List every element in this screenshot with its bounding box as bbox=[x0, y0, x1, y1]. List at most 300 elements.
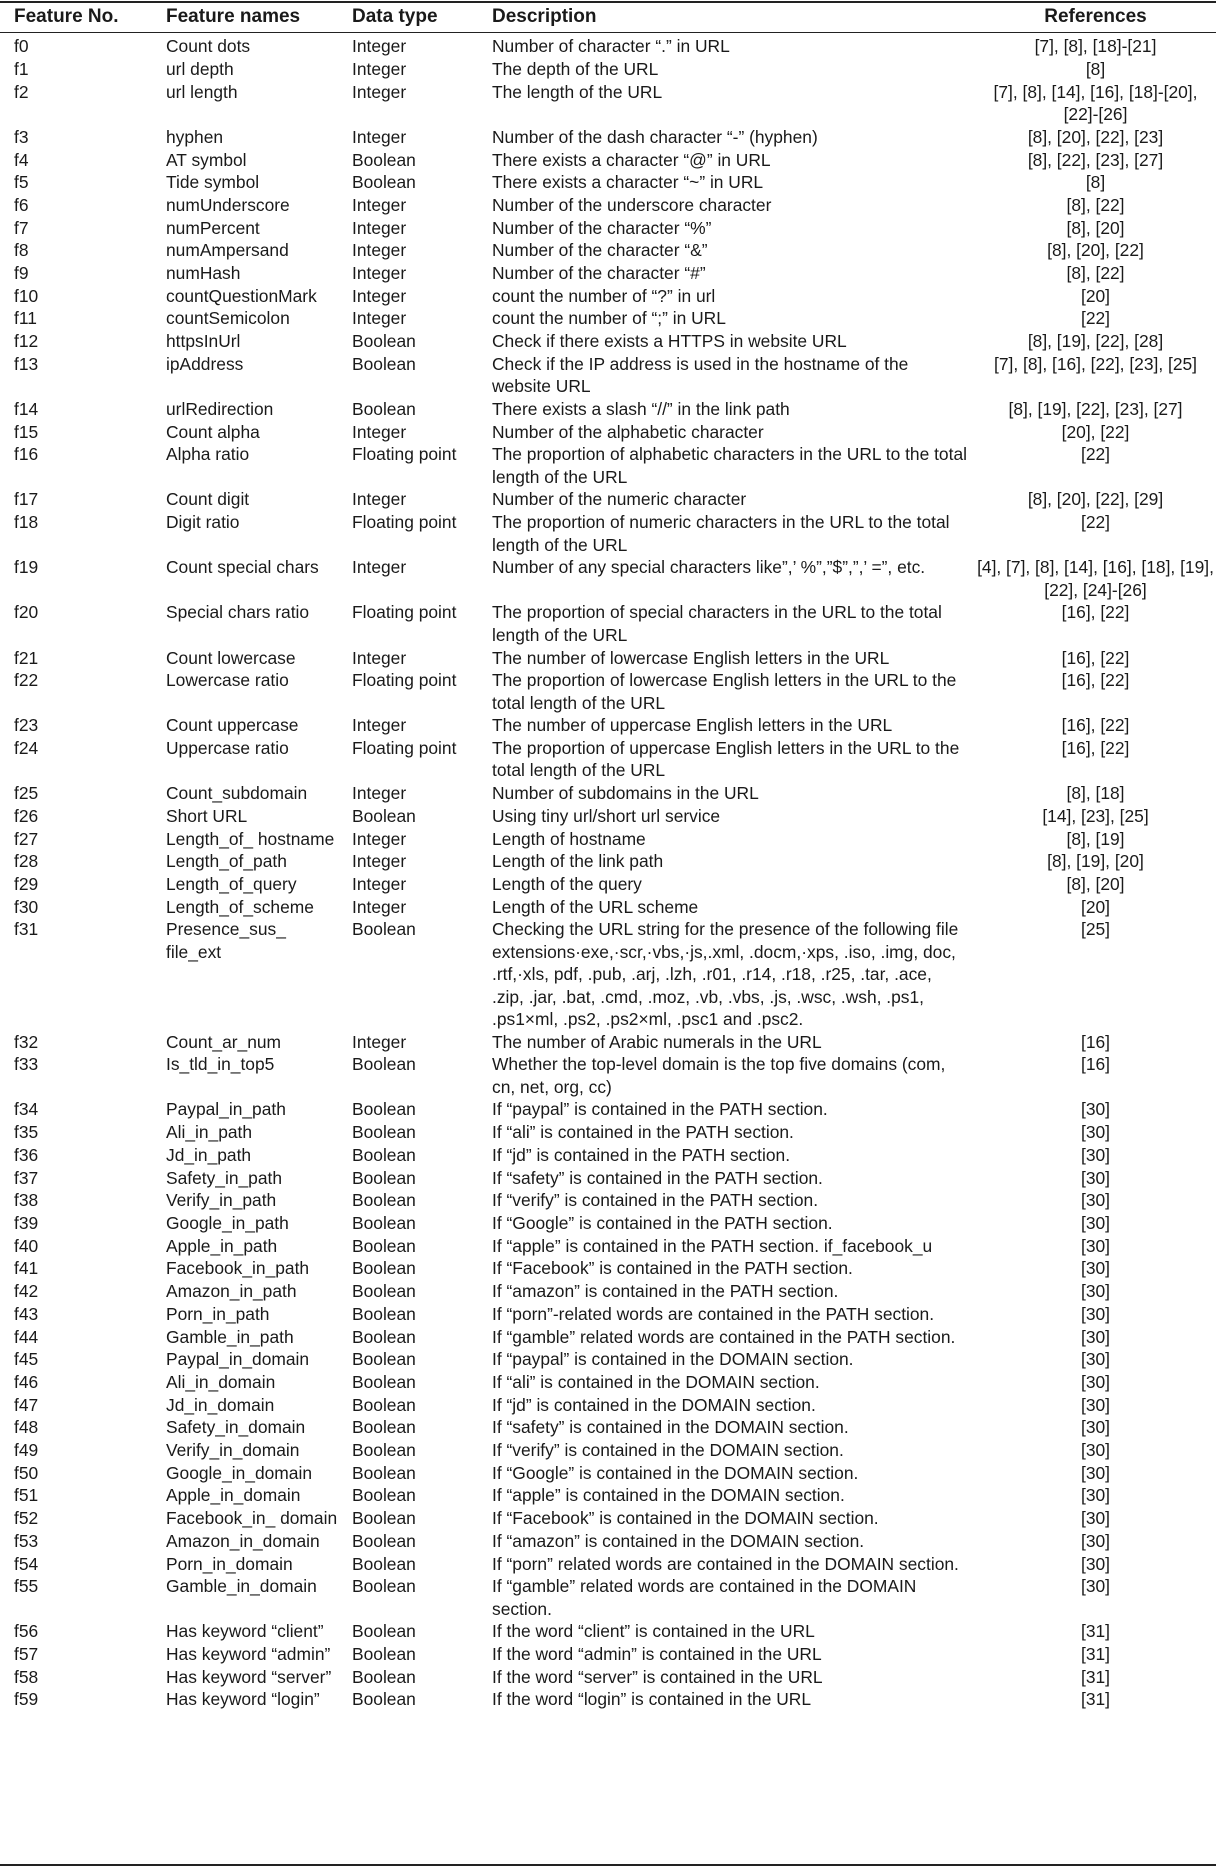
feature-name-cell: Uppercase ratio bbox=[166, 738, 289, 759]
feature-name-cell: Safety_in_path bbox=[166, 1167, 283, 1188]
references-cell: [31] bbox=[1080, 1689, 1110, 1710]
feature-name-cell: Verify_in_domain bbox=[166, 1440, 300, 1461]
feature-name-cell: Special chars ratio bbox=[166, 602, 310, 623]
references-cell: [30] bbox=[1080, 1462, 1110, 1483]
feature-no-cell: f32 bbox=[14, 1031, 39, 1052]
feature-no-cell: f14 bbox=[14, 398, 39, 419]
table-row bbox=[0, 1189, 1216, 1212]
feature-name-cell: Jd_in_domain bbox=[166, 1394, 275, 1415]
feature-no-cell: f51 bbox=[14, 1485, 39, 1506]
feature-name-cell: Short URL bbox=[166, 805, 248, 826]
description-cell: If “amazon” is contained in the DOMAIN section. bbox=[492, 1530, 865, 1551]
description-cell: count the number of “?” in url bbox=[492, 285, 716, 306]
table-row bbox=[0, 714, 1216, 737]
feature-name-cell: Length_of_scheme bbox=[166, 896, 314, 917]
feature-name-cell: Lowercase ratio bbox=[166, 670, 289, 691]
references-cell: [7], [8], [16], [22], [23], [25] bbox=[993, 353, 1197, 374]
table-row bbox=[0, 601, 1216, 646]
references-cell: [8], [19], [22], [23], [27] bbox=[1008, 398, 1183, 419]
description-cell: If “safety” is contained in the PATH section. bbox=[492, 1167, 823, 1188]
table-row bbox=[0, 194, 1216, 217]
references-cell: [30] bbox=[1080, 1213, 1110, 1233]
description-cell: If “paypal” is contained in the PATH section. bbox=[492, 1099, 828, 1120]
description-cell: If “porn” related words are contained in the DOMAIN section. bbox=[492, 1553, 959, 1574]
data-type-cell: Boolean bbox=[352, 1235, 416, 1256]
feature-no-cell: f4 bbox=[14, 149, 29, 170]
feature-name-cell: Tide symbol bbox=[166, 172, 260, 193]
references-cell: [8], [20] bbox=[1066, 873, 1125, 894]
table-row bbox=[0, 1371, 1216, 1394]
data-type-cell: Boolean bbox=[352, 1530, 416, 1551]
feature-no-cell: f3 bbox=[14, 126, 29, 147]
data-type-cell: Integer bbox=[352, 1031, 407, 1052]
table-row bbox=[0, 262, 1216, 285]
data-type-cell: Boolean bbox=[352, 1213, 416, 1233]
feature-name-cell: Digit ratio bbox=[166, 512, 240, 533]
references-cell: [16], [22] bbox=[1061, 602, 1130, 623]
references-cell: [30] bbox=[1080, 1258, 1110, 1279]
references-cell: [8], [20], [22] bbox=[1047, 240, 1144, 261]
feature-name-cell: Has keyword “admin” bbox=[166, 1644, 331, 1665]
references-cell: [30] bbox=[1080, 1371, 1110, 1392]
feature-no-cell: f45 bbox=[14, 1349, 39, 1370]
references-cell: [30] bbox=[1080, 1440, 1110, 1461]
table-row bbox=[0, 1121, 1216, 1144]
data-type-cell: Boolean bbox=[352, 805, 416, 826]
feature-no-cell: f8 bbox=[14, 240, 29, 261]
description-cell: If “paypal” is contained in the DOMAIN section. bbox=[492, 1349, 854, 1370]
data-type-cell: Boolean bbox=[352, 1462, 416, 1483]
feature-no-cell: f5 bbox=[14, 172, 29, 193]
data-type-cell: Boolean bbox=[352, 172, 416, 193]
table-row bbox=[0, 285, 1216, 308]
header-feature-names: Feature names bbox=[166, 6, 301, 27]
description-cell: The number of lowercase English letters in the URL bbox=[492, 647, 890, 668]
feature-name-cell: Ali_in_path bbox=[166, 1122, 253, 1143]
table-row bbox=[0, 1439, 1216, 1462]
header-feature-no: Feature No. bbox=[14, 6, 119, 27]
table-row bbox=[0, 896, 1216, 919]
feature-no-cell: f31 bbox=[14, 919, 39, 940]
feature-no-cell: f55 bbox=[14, 1576, 39, 1597]
references-cell: [30] bbox=[1080, 1190, 1110, 1211]
description-cell: If “jd” is contained in the PATH section. bbox=[492, 1144, 791, 1165]
feature-no-cell: f9 bbox=[14, 263, 29, 284]
description-cell: If “apple” is contained in the PATH section. if_facebook_u bbox=[492, 1235, 933, 1256]
references-cell: [8], [18] bbox=[1066, 783, 1125, 804]
description-cell: There exists a slash “//” in the link path bbox=[492, 398, 790, 419]
references-cell: [20] bbox=[1080, 285, 1110, 306]
feature-name-cell: countQuestionMark bbox=[166, 285, 317, 306]
feature-name-cell: Count alpha bbox=[166, 421, 260, 442]
data-type-cell: Integer bbox=[352, 715, 407, 736]
references-cell: [8], [19], [22], [28] bbox=[1027, 331, 1164, 352]
description-cell: The number of uppercase English letters in the URL bbox=[492, 715, 893, 736]
feature-no-cell: f46 bbox=[14, 1371, 39, 1392]
description-cell: Length of the link path bbox=[492, 851, 664, 872]
data-type-cell: Integer bbox=[352, 873, 407, 894]
description-cell: If “verify” is contained in the DOMAIN section. bbox=[492, 1440, 844, 1461]
description-cell: The length of the URL bbox=[492, 81, 663, 102]
references-cell: [30] bbox=[1080, 1122, 1110, 1143]
feature-name-cell: Is_tld_in_top5 bbox=[166, 1054, 275, 1075]
table-row bbox=[0, 647, 1216, 670]
description-cell: There exists a character “~” in URL bbox=[492, 172, 764, 193]
feature-no-cell: f36 bbox=[14, 1144, 39, 1165]
description-cell: If “Facebook” is contained in the DOMAIN section. bbox=[492, 1508, 879, 1529]
table-row bbox=[0, 1620, 1216, 1643]
references-cell: [25] bbox=[1080, 919, 1110, 940]
references-cell: [8] bbox=[1085, 172, 1106, 193]
references-cell: [31] bbox=[1080, 1666, 1110, 1687]
references-cell: [30] bbox=[1080, 1485, 1110, 1506]
data-type-cell: Boolean bbox=[352, 1326, 416, 1347]
data-type-cell: Boolean bbox=[352, 1054, 416, 1075]
feature-name-cell: ipAddress bbox=[166, 353, 244, 374]
references-cell: [8], [20] bbox=[1066, 217, 1125, 238]
references-cell: [30] bbox=[1080, 1349, 1110, 1370]
table-row bbox=[0, 1303, 1216, 1326]
references-cell: [31] bbox=[1080, 1621, 1110, 1642]
feature-no-cell: f50 bbox=[14, 1462, 39, 1483]
data-type-cell: Integer bbox=[352, 828, 407, 849]
description-cell: Number of any special characters like”,’ %”,”$”,”,’ =”, etc. bbox=[492, 557, 926, 578]
feature-name-cell: numHash bbox=[166, 263, 241, 284]
feature-name-cell: Length_of_ hostname bbox=[166, 828, 335, 849]
description-cell: If “Google” is contained in the DOMAIN section. bbox=[492, 1462, 859, 1483]
references-cell: [30] bbox=[1080, 1394, 1110, 1415]
description-cell: Number of the character “%” bbox=[492, 217, 712, 238]
feature-no-cell: f37 bbox=[14, 1167, 39, 1188]
data-type-cell: Boolean bbox=[352, 1621, 416, 1642]
data-type-cell: Integer bbox=[352, 59, 407, 79]
description-cell: The proportion of uppercase English letters in the URL to the total length of the URL bbox=[492, 738, 960, 781]
feature-name-cell: Paypal_in_path bbox=[166, 1099, 286, 1120]
table-row bbox=[0, 1326, 1216, 1349]
feature-table bbox=[0, 3, 1216, 1711]
data-type-cell: Integer bbox=[352, 240, 407, 261]
feature-name-cell: Has keyword “login” bbox=[166, 1689, 320, 1710]
description-cell: Number of the underscore character bbox=[492, 194, 772, 215]
header-description: Description bbox=[492, 6, 597, 27]
feature-name-cell: Gamble_in_path bbox=[166, 1326, 294, 1347]
feature-no-cell: f7 bbox=[14, 217, 29, 238]
data-type-cell: Boolean bbox=[352, 149, 416, 170]
description-cell: There exists a character “@” in URL bbox=[492, 149, 771, 170]
feature-no-cell: f13 bbox=[14, 353, 39, 374]
feature-no-cell: f41 bbox=[14, 1258, 39, 1279]
table-row bbox=[0, 1416, 1216, 1439]
description-cell: If “ali” is contained in the PATH section. bbox=[492, 1122, 794, 1143]
references-cell: [30] bbox=[1080, 1326, 1110, 1347]
header-references: References bbox=[1044, 6, 1147, 27]
feature-name-cell: Jd_in_path bbox=[166, 1144, 252, 1165]
table-row bbox=[0, 126, 1216, 149]
table-row bbox=[0, 149, 1216, 172]
table-row bbox=[0, 353, 1216, 398]
description-cell: Using tiny url/short url service bbox=[492, 805, 721, 826]
feature-name-cell: Apple_in_path bbox=[166, 1235, 278, 1256]
data-type-cell: Integer bbox=[352, 194, 407, 215]
table-row bbox=[0, 556, 1216, 601]
feature-no-cell: f21 bbox=[14, 647, 39, 668]
table-row bbox=[0, 171, 1216, 194]
feature-no-cell: f2 bbox=[14, 81, 29, 102]
feature-no-cell: f12 bbox=[14, 331, 39, 352]
feature-no-cell: f22 bbox=[14, 670, 39, 691]
table-row bbox=[0, 488, 1216, 511]
table-row bbox=[0, 873, 1216, 896]
table-row bbox=[0, 1484, 1216, 1507]
description-cell: If the word “server” is contained in the URL bbox=[492, 1666, 823, 1687]
data-type-cell: Boolean bbox=[352, 1644, 416, 1665]
description-cell: The proportion of numeric characters in the URL to the total length of the URL bbox=[492, 512, 950, 555]
data-type-cell: Integer bbox=[352, 308, 407, 329]
table-row bbox=[0, 330, 1216, 353]
description-cell: The number of Arabic numerals in the URL bbox=[492, 1031, 822, 1052]
description-cell: The depth of the URL bbox=[492, 59, 659, 79]
feature-no-cell: f54 bbox=[14, 1553, 39, 1574]
table-row bbox=[0, 217, 1216, 240]
feature-no-cell: f34 bbox=[14, 1099, 39, 1120]
data-type-cell: Floating point bbox=[352, 602, 457, 623]
feature-name-cell: Ali_in_domain bbox=[166, 1371, 276, 1392]
references-cell: [30] bbox=[1080, 1099, 1110, 1120]
references-cell: [30] bbox=[1080, 1144, 1110, 1165]
table-row bbox=[0, 669, 1216, 714]
references-cell: [8], [20], [22], [23] bbox=[1027, 126, 1164, 147]
feature-no-cell: f24 bbox=[14, 738, 39, 759]
references-cell: [22] bbox=[1080, 512, 1110, 533]
references-cell: [22] bbox=[1080, 308, 1110, 329]
table-row bbox=[0, 1666, 1216, 1689]
references-cell: [30] bbox=[1080, 1576, 1110, 1597]
feature-no-cell: f17 bbox=[14, 489, 39, 510]
description-cell: If “verify” is contained in the PATH section. bbox=[492, 1190, 819, 1211]
table-row bbox=[0, 1053, 1216, 1098]
feature-name-cell: Presence_sus_ file_ext bbox=[166, 919, 286, 962]
data-type-cell: Boolean bbox=[352, 1666, 416, 1687]
references-cell: [30] bbox=[1080, 1508, 1110, 1529]
table-row bbox=[0, 1507, 1216, 1530]
references-cell: [14], [23], [25] bbox=[1042, 805, 1149, 826]
references-cell: [8] bbox=[1085, 59, 1106, 79]
feature-no-cell: f18 bbox=[14, 512, 39, 533]
table-row bbox=[0, 1688, 1216, 1711]
table-row bbox=[0, 1575, 1216, 1620]
description-cell: Length of the query bbox=[492, 873, 642, 894]
description-cell: If “gamble” related words are contained in the PATH section. bbox=[492, 1326, 956, 1347]
table-body bbox=[0, 32, 1216, 1711]
feature-no-cell: f1 bbox=[14, 59, 29, 79]
data-type-cell: Boolean bbox=[352, 1485, 416, 1506]
table-row bbox=[0, 1394, 1216, 1417]
data-type-cell: Boolean bbox=[352, 1167, 416, 1188]
data-type-cell: Floating point bbox=[352, 444, 457, 465]
references-cell: [8], [22] bbox=[1066, 194, 1125, 215]
data-type-cell: Boolean bbox=[352, 1144, 416, 1165]
table-row bbox=[0, 398, 1216, 421]
feature-no-cell: f43 bbox=[14, 1303, 39, 1324]
references-cell: [8], [20], [22], [29] bbox=[1027, 489, 1164, 510]
feature-name-cell: Safety_in_domain bbox=[166, 1417, 306, 1438]
feature-no-cell: f35 bbox=[14, 1122, 39, 1143]
table-row bbox=[0, 1643, 1216, 1666]
data-type-cell: Boolean bbox=[352, 353, 416, 374]
data-type-cell: Boolean bbox=[352, 919, 416, 940]
description-cell: If “Facebook” is contained in the PATH section. bbox=[492, 1258, 853, 1279]
feature-name-cell: Amazon_in_domain bbox=[166, 1530, 320, 1551]
description-cell: count the number of “;” in URL bbox=[492, 308, 726, 329]
feature-no-cell: f11 bbox=[14, 308, 37, 329]
references-cell: [8], [19] bbox=[1066, 828, 1125, 849]
table-row bbox=[0, 828, 1216, 851]
data-type-cell: Integer bbox=[352, 896, 407, 917]
feature-no-cell: f57 bbox=[14, 1644, 39, 1665]
feature-no-cell: f30 bbox=[14, 896, 39, 917]
feature-name-cell: Count_ar_num bbox=[166, 1031, 282, 1052]
feature-no-cell: f19 bbox=[14, 557, 39, 578]
references-cell: [8], [22], [23], [27] bbox=[1027, 149, 1164, 170]
table-row bbox=[0, 443, 1216, 488]
feature-name-cell: Length_of_path bbox=[166, 851, 287, 872]
description-cell: Length of hostname bbox=[492, 828, 646, 849]
feature-no-cell: f56 bbox=[14, 1621, 39, 1642]
table-row bbox=[0, 1348, 1216, 1371]
description-cell: If “gamble” related words are contained in the DOMAIN section. bbox=[492, 1576, 917, 1619]
description-cell: The proportion of alphabetic characters in the URL to the total length of the URL bbox=[492, 444, 967, 487]
references-cell: [4], [7], [8], [14], [16], [18], [19], [22], [24]-[26] bbox=[977, 557, 1214, 600]
references-cell: [30] bbox=[1080, 1235, 1110, 1256]
data-type-cell: Boolean bbox=[352, 1190, 416, 1211]
feature-name-cell: Count_subdomain bbox=[166, 783, 308, 804]
description-cell: Number of the dash character “-” (hyphen) bbox=[492, 126, 818, 147]
table-row bbox=[0, 1530, 1216, 1553]
description-cell: The proportion of special characters in the URL to the total length of the URL bbox=[492, 602, 942, 645]
feature-no-cell: f44 bbox=[14, 1326, 39, 1347]
feature-no-cell: f39 bbox=[14, 1213, 39, 1233]
table-row bbox=[0, 805, 1216, 828]
feature-no-cell: f20 bbox=[14, 602, 39, 623]
references-cell: [16], [22] bbox=[1061, 670, 1130, 691]
references-cell: [30] bbox=[1080, 1417, 1110, 1438]
feature-name-cell: urlRedirection bbox=[166, 398, 274, 419]
description-cell: The proportion of lowercase English letters in the URL to the total length of the URL bbox=[492, 670, 957, 713]
description-cell: If “amazon” is contained in the PATH section. bbox=[492, 1281, 839, 1302]
description-cell: Check if the IP address is used in the hostname of the website URL bbox=[492, 353, 909, 397]
feature-no-cell: f59 bbox=[14, 1689, 39, 1710]
references-cell: [16] bbox=[1080, 1054, 1110, 1075]
description-cell: Number of subdomains in the URL bbox=[492, 783, 759, 804]
feature-no-cell: f16 bbox=[14, 444, 39, 465]
description-cell: Number of the numeric character bbox=[492, 489, 747, 510]
table-row bbox=[0, 1235, 1216, 1258]
feature-no-cell: f38 bbox=[14, 1190, 39, 1211]
feature-name-cell: Count special chars bbox=[166, 557, 319, 578]
references-cell: [30] bbox=[1080, 1281, 1110, 1302]
feature-no-cell: f40 bbox=[14, 1235, 39, 1256]
feature-name-cell: Amazon_in_path bbox=[166, 1281, 297, 1302]
description-cell: If the word “admin” is contained in the URL bbox=[492, 1644, 822, 1665]
data-type-cell: Boolean bbox=[352, 1417, 416, 1438]
feature-name-cell: Count dots bbox=[166, 36, 251, 57]
references-cell: [16] bbox=[1080, 1031, 1110, 1052]
description-cell: Check if there exists a HTTPS in website URL bbox=[492, 331, 847, 352]
feature-name-cell: Alpha ratio bbox=[166, 444, 250, 465]
data-type-cell: Boolean bbox=[352, 1122, 416, 1143]
table-row bbox=[0, 1212, 1216, 1235]
feature-no-cell: f52 bbox=[14, 1508, 39, 1529]
feature-no-cell: f26 bbox=[14, 805, 39, 826]
table-row bbox=[0, 1553, 1216, 1576]
feature-no-cell: f10 bbox=[14, 285, 39, 306]
feature-name-cell: numAmpersand bbox=[166, 240, 289, 261]
references-cell: [8], [19], [20] bbox=[1047, 851, 1144, 872]
description-cell: If “jd” is contained in the DOMAIN section. bbox=[492, 1394, 816, 1415]
description-cell: Number of the alphabetic character bbox=[492, 421, 764, 442]
feature-name-cell: Facebook_in_path bbox=[166, 1258, 310, 1279]
data-type-cell: Integer bbox=[352, 489, 407, 510]
references-cell: [30] bbox=[1080, 1530, 1110, 1551]
feature-no-cell: f47 bbox=[14, 1394, 39, 1415]
references-cell: [16], [22] bbox=[1061, 738, 1130, 759]
feature-name-cell: AT symbol bbox=[166, 149, 247, 170]
description-cell: Number of the character “#” bbox=[492, 263, 706, 284]
table-row bbox=[0, 918, 1216, 1030]
data-type-cell: Boolean bbox=[352, 1440, 416, 1461]
table-row bbox=[0, 32, 1216, 58]
data-type-cell: Boolean bbox=[352, 1349, 416, 1370]
feature-no-cell: f48 bbox=[14, 1417, 39, 1438]
data-type-cell: Floating point bbox=[352, 738, 457, 759]
feature-name-cell: numUnderscore bbox=[166, 194, 290, 215]
table-row bbox=[0, 1462, 1216, 1485]
description-cell: Number of character “.” in URL bbox=[492, 36, 730, 57]
feature-no-cell: f25 bbox=[14, 783, 39, 804]
feature-no-cell: f6 bbox=[14, 194, 29, 215]
feature-name-cell: url length bbox=[166, 81, 238, 102]
references-cell: [8], [22] bbox=[1066, 263, 1125, 284]
feature-no-cell: f23 bbox=[14, 715, 39, 736]
feature-name-cell: Apple_in_domain bbox=[166, 1485, 301, 1506]
references-cell: [20] bbox=[1080, 896, 1110, 917]
references-cell: [30] bbox=[1080, 1167, 1110, 1188]
description-cell: If “Google” is contained in the PATH section. bbox=[492, 1213, 833, 1233]
data-type-cell: Floating point bbox=[352, 512, 457, 533]
description-cell: If “apple” is contained in the DOMAIN section. bbox=[492, 1485, 845, 1506]
data-type-cell: Boolean bbox=[352, 1371, 416, 1392]
table-row bbox=[0, 737, 1216, 782]
table-row bbox=[0, 1280, 1216, 1303]
data-type-cell: Integer bbox=[352, 217, 407, 238]
data-type-cell: Integer bbox=[352, 557, 407, 578]
data-type-cell: Integer bbox=[352, 36, 407, 57]
references-cell: [7], [8], [14], [16], [18]-[20], [22]-[26] bbox=[993, 81, 1198, 125]
data-type-cell: Boolean bbox=[352, 1258, 416, 1279]
feature-no-cell: f15 bbox=[14, 421, 39, 442]
references-cell: [7], [8], [18]-[21] bbox=[1034, 36, 1157, 57]
table-row bbox=[0, 1031, 1216, 1054]
table-row bbox=[0, 511, 1216, 556]
feature-no-cell: f29 bbox=[14, 873, 39, 894]
data-type-cell: Boolean bbox=[352, 1576, 416, 1597]
feature-name-cell: Porn_in_domain bbox=[166, 1553, 293, 1574]
feature-name-cell: Google_in_domain bbox=[166, 1462, 312, 1483]
data-type-cell: Integer bbox=[352, 421, 407, 442]
references-cell: [31] bbox=[1080, 1644, 1110, 1665]
references-cell: [30] bbox=[1080, 1303, 1110, 1324]
data-type-cell: Boolean bbox=[352, 1303, 416, 1324]
